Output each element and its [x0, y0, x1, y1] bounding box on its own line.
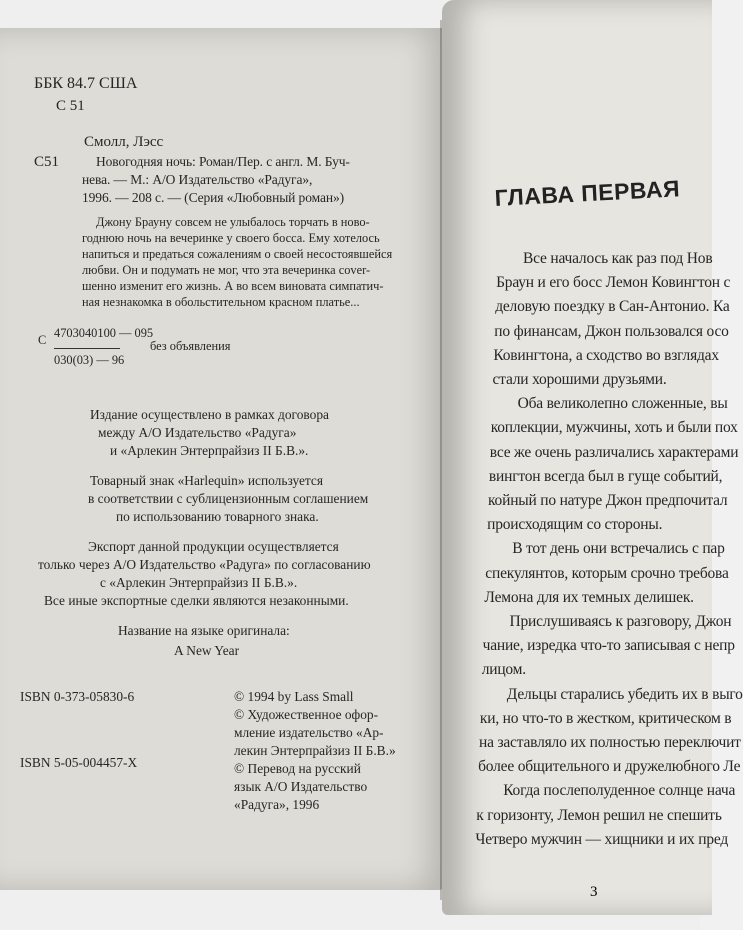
- annotation-line: Джону Брауну совсем не улыбалось торчать в ново-: [96, 215, 370, 229]
- copyright-line: © 1994 by Lass Small: [234, 689, 354, 704]
- copyright-line: язык А/О Издательство: [234, 779, 368, 794]
- export-line: Экспорт данной продукции осуществляется: [88, 539, 339, 554]
- bib-line: Новогодняя ночь: Роман/Пер. с англ. М. Буч-: [96, 154, 350, 169]
- index-code: С51: [34, 154, 60, 170]
- text-line: койный по натуре Джон предпочитал: [488, 492, 728, 509]
- imprint-line: между А/О Издательство «Радуга»: [98, 425, 297, 440]
- bib-line: нева. — М.: А/О Издательство «Радуга»,: [82, 172, 313, 187]
- annotation-line: шенно изменит его жизнь. А во всем виноватa симпатич-: [82, 279, 384, 293]
- code-bottom: 030(03) — 96: [54, 353, 125, 367]
- right-page: [442, 0, 743, 915]
- code-top: 4703040100 — 095: [54, 326, 154, 340]
- export-line: Все иные экспортные сделки являются незаконными.: [44, 593, 349, 608]
- text-line: лицом.: [481, 661, 526, 679]
- text-line: на заставляло их полностью переключит: [479, 734, 741, 751]
- code-prefix: С: [38, 333, 47, 347]
- text-line: спекулянтов, которым срочно требова: [485, 564, 729, 582]
- classification-code: ББК 84.7 США: [34, 75, 138, 92]
- imprint-line: Издание осуществлено в рамках договора: [90, 407, 329, 422]
- export-line: с «Арлекин Энтерпрайзиз II Б.В.».: [100, 575, 298, 590]
- text-line: чание, изредка что-то записывая с непр: [482, 637, 735, 655]
- text-line: Лемона для их темных делишек.: [484, 588, 694, 606]
- copyright-line: мление издательство «Ар-: [234, 725, 384, 740]
- annotation-line: напиться и предаться сожалениям о своей несостоявшейся: [82, 247, 393, 261]
- original-title-label: Название на языке оригинала:: [118, 623, 290, 638]
- text-line: более общительного и дружелюбного Ле: [478, 758, 741, 776]
- text-line: Оба великолепно сложенные, вы: [517, 395, 728, 413]
- isbn-1: ISBN 0-373-05830-6: [20, 689, 135, 704]
- page-number: 3: [590, 884, 598, 900]
- text-line: стали хорошими друзьями.: [492, 371, 667, 388]
- text-line: Дельцы старались убедить их в выго: [506, 685, 743, 703]
- text-line: к горизонту, Лемон решил не спешить: [476, 806, 722, 824]
- text-line: все же очень различались характерами: [489, 443, 739, 461]
- author: Смолл, Лэсс: [84, 134, 164, 150]
- text-line: Браун и его босс Лемон Ковингтон с: [496, 274, 731, 292]
- code-note: без объявления: [150, 339, 231, 353]
- text-line: коплекции, мужчины, хоть и были пох: [490, 419, 738, 437]
- bib-line: 1996. — 208 с. — (Серия «Любовный роман»): [82, 190, 345, 205]
- text-line: происходящим со стороны.: [487, 516, 663, 534]
- copyright-line: © Перевод на русский: [234, 761, 361, 776]
- text-line: В тот день они встречались с пар: [512, 540, 725, 558]
- left-page: [0, 28, 452, 890]
- index-short: С 51: [56, 98, 85, 114]
- original-title: A New Year: [174, 643, 240, 658]
- text-line: по финансам, Джон пользовался осо: [494, 322, 729, 340]
- trademark-line: в соответствии с сублицензионным соглашением: [88, 491, 369, 506]
- trademark-line: Товарный знак «Harlequin» используется: [90, 473, 324, 488]
- text-line: Прислушиваясь к разговору, Джон: [509, 613, 732, 630]
- text-line: вингтон всегда был в гуще событий,: [488, 467, 723, 485]
- annotation-line: годнюю ночь на вечеринке у своего босса. Ему хотелось: [82, 231, 380, 245]
- fraction-line: [54, 348, 120, 349]
- text-line: ки, но что-то в жестком, критическом в: [479, 709, 732, 727]
- text-line: Когда послеполуденное солнце нача: [503, 782, 736, 800]
- trademark-line: по использованию товарного знака.: [116, 509, 319, 524]
- chapter-title: ГЛАВА ПЕРВАЯ: [494, 175, 681, 211]
- copyright-line: лекин Энтерпрайзиз II Б.В.»: [234, 743, 396, 758]
- imprint-line: и «Арлекин Энтерпрайзиз II Б.В.».: [110, 443, 309, 458]
- copyright-line: © Художественное офор-: [234, 707, 379, 722]
- text-line: деловую поездку в Сан-Антонио. Ка: [495, 298, 730, 316]
- copyright-line: «Радуга», 1996: [234, 797, 320, 812]
- text-line: Ковингтона, а сходство во взглядах: [493, 346, 719, 364]
- text-line: Четверо мужчин — хищники и их пред: [475, 830, 729, 848]
- isbn-2: ISBN 5-05-004457-X: [20, 755, 138, 770]
- export-line: только через А/О Издательство «Радуга» по согласованию: [38, 557, 371, 572]
- text-line: Все началось как раз под Нов: [523, 250, 713, 267]
- annotation-line: любви. Он и подумать не мог, что эта вечеринка сover-: [82, 263, 371, 277]
- annotation-line: ная незнакомка в обольстительном красном платье...: [82, 295, 360, 309]
